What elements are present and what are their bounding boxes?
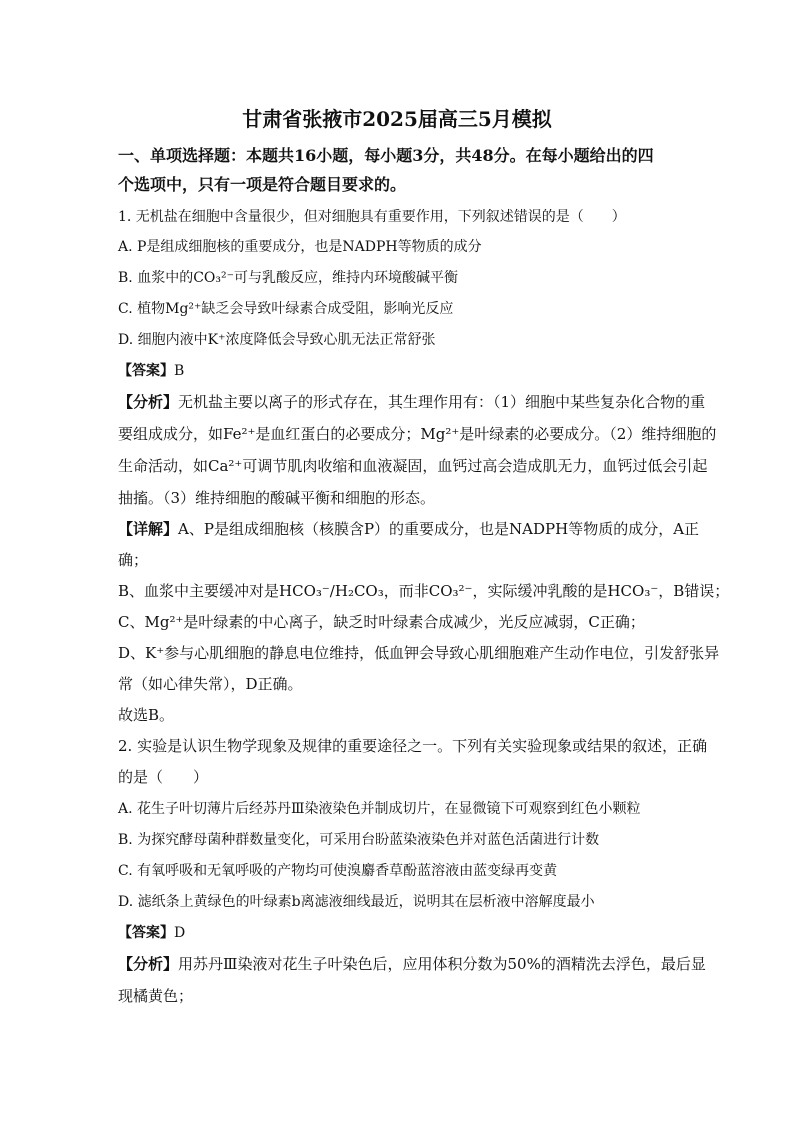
q1-option-d: D. 细胞内液中K⁺浓度降低会导致心肌无法正常舒张 xyxy=(118,332,436,348)
q1-analysis-line-2: 要组成成分，如Fe²⁺是血红蛋白的必要成分；Mg²⁺是叶绿素的必要成分。（2）维持细胞的 xyxy=(118,425,717,443)
q2-answer-value: D xyxy=(174,925,186,941)
q2-answer-line xyxy=(118,924,185,942)
q2-option-b: B. 为探究酵母菌种群数量变化，可采用台盼蓝染液染色并对蓝色活菌进行计数 xyxy=(118,832,600,848)
q1-stem: 1. 无机盐在细胞中含量很少，但对细胞具有重要作用，下列叙述错误的是（ ） xyxy=(118,209,626,225)
q2-analysis-line-2: 现橘黄色； xyxy=(118,987,194,1005)
section-heading-line-2: 个选项中，只有一项是符合题目要求的。 xyxy=(118,175,407,194)
q2-option-a: A. 花生子叶切薄片后经苏丹Ⅲ染液染色并制成切片，在显微镜下可观察到红色小颗粒 xyxy=(118,801,641,817)
q1-analysis-line-4: 抽搐。（3）维持细胞的酸碱平衡和细胞的形态。 xyxy=(118,489,436,507)
q1-answer-value: B xyxy=(174,363,185,379)
page-title: 甘肃省张掖市2025届高三5月模拟 xyxy=(242,107,552,131)
q2-stem-line-2: 的是（ ） xyxy=(118,768,209,786)
q1-detail-line-3: B、血浆中主要缓冲对是HCO₃⁻/H₂CO₃，而非CO₃²⁻，实际缓冲乳酸的是HCO₃⁻，B错误； xyxy=(118,582,730,600)
q1-analysis-text-1: 无机盐主要以离子的形式存在，其生理作用有：（1）细胞中某些复杂化合物的重 xyxy=(178,393,706,411)
q1-analysis-tag: 【分析】 xyxy=(118,393,179,411)
q2-stem-line-1: 2. 实验是认识生物学现象及规律的重要途径之一。下列有关实验现象或结果的叙述，正确 xyxy=(118,737,708,755)
q1-detail-line-6: 常（如心律失常），D正确。 xyxy=(118,675,303,693)
q2-option-c: C. 有氧呼吸和无氧呼吸的产物均可使溴麝香草酚蓝溶液由蓝变绿再变黄 xyxy=(118,863,558,879)
q1-answer-line xyxy=(118,362,184,380)
q1-detail-line-2: 确； xyxy=(118,551,149,569)
q1-option-a: A. P是组成细胞核的重要成分，也是NADPH等物质的成分 xyxy=(118,239,482,255)
q2-analysis-line-1 xyxy=(118,955,706,973)
q1-detail-line-4: C、Mg²⁺是叶绿素的中心离子，缺乏时叶绿素合成减少，光反应减弱，C正确； xyxy=(118,613,645,631)
q2-option-d: D. 滤纸条上黄绿色的叶绿素b离滤液细线最近，说明其在层析液中溶解度最小 xyxy=(118,894,595,910)
q1-conclusion: 故选B。 xyxy=(118,706,175,724)
q1-option-b: B. 血浆中的CO₃²⁻可与乳酸反应，维持内环境酸碱平衡 xyxy=(118,270,458,286)
q2-answer-tag: 【答案】 xyxy=(118,925,174,941)
q1-detail-line-1 xyxy=(118,520,699,538)
q1-option-c: C. 植物Mg²⁺缺乏会导致叶绿素合成受阻，影响光反应 xyxy=(118,301,454,317)
q2-analysis-text-1: 用苏丹Ⅲ染液对花生子叶染色后，应用体积分数为50%的酒精洗去浮色，最后显 xyxy=(178,955,706,973)
section-heading-line-1: 一、单项选择题：本题共16小题，每小题3分，共48分。在每小题给出的四 xyxy=(118,146,654,165)
q1-analysis-line-3: 生命活动，如Ca²⁺可调节肌肉收缩和血液凝固，血钙过高会造成肌无力，血钙过低会引起 xyxy=(118,457,708,475)
q1-detail-line-5: D、K⁺参与心肌细胞的静息电位维持，低血钾会导致心肌细胞难产生动作电位，引发舒张异 xyxy=(118,644,720,662)
q1-answer-tag: 【答案】 xyxy=(118,363,174,379)
q1-detail-text-1: A、P是组成细胞核（核膜含P）的重要成分，也是NADPH等物质的成分，A正 xyxy=(178,520,700,538)
q1-analysis-line-1 xyxy=(118,393,705,411)
q1-detail-tag: 【详解】 xyxy=(118,520,179,538)
q2-analysis-tag: 【分析】 xyxy=(118,955,179,973)
